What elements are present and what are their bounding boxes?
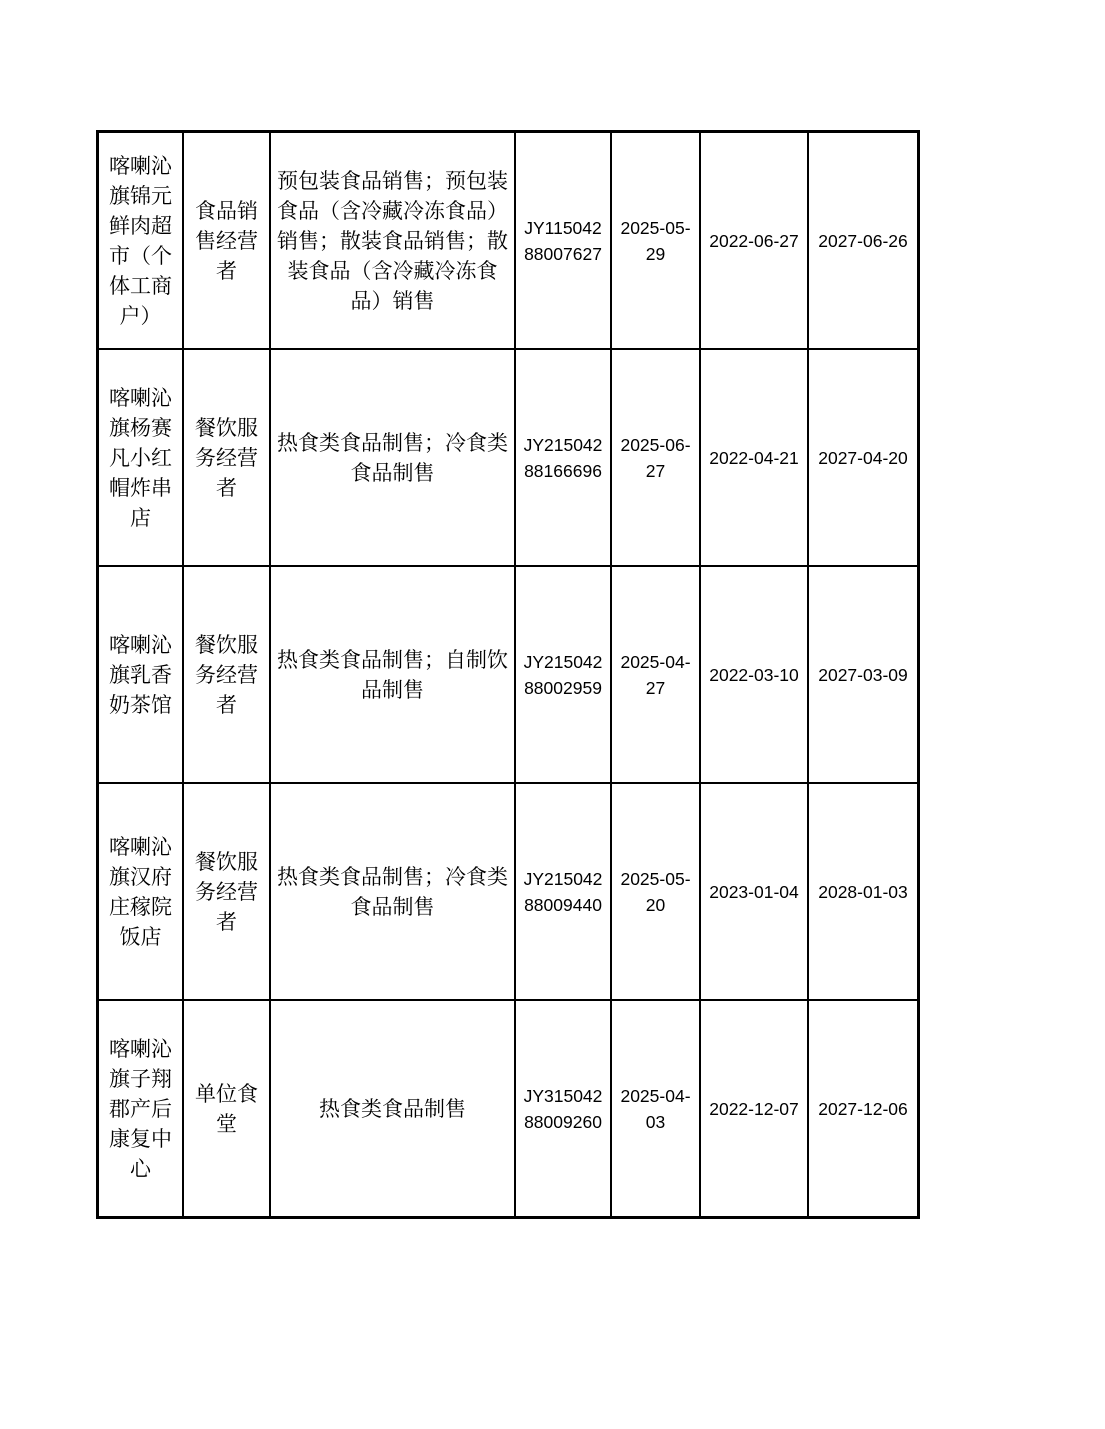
cell-operator-type: 餐饮服务经营者 — [183, 566, 270, 783]
cell-publish-date: 2025-05-20 — [611, 783, 700, 1000]
license-table-container — [96, 130, 920, 1219]
table-row — [98, 783, 918, 1000]
cell-license-number: JY21504288009440 — [515, 783, 611, 1000]
cell-license-number: JY11504288007627 — [515, 132, 611, 349]
cell-issue-date: 2022-03-10 — [700, 566, 808, 783]
cell-license-number: JY31504288009260 — [515, 1000, 611, 1217]
cell-issue-date: 2023-01-04 — [700, 783, 808, 1000]
cell-business-scope: 热食类食品制售；冷食类食品制售 — [270, 349, 515, 566]
cell-publish-date: 2025-04-03 — [611, 1000, 700, 1217]
cell-business-scope: 热食类食品制售 — [270, 1000, 515, 1217]
cell-issue-date: 2022-04-21 — [700, 349, 808, 566]
cell-business-name: 喀喇沁旗杨赛凡小红帽炸串店 — [98, 349, 183, 566]
table-row — [98, 1000, 918, 1217]
cell-operator-type: 餐饮服务经营者 — [183, 783, 270, 1000]
table-row — [98, 349, 918, 566]
cell-expiry-date: 2027-06-26 — [808, 132, 918, 349]
cell-publish-date: 2025-06-27 — [611, 349, 700, 566]
cell-publish-date: 2025-04-27 — [611, 566, 700, 783]
cell-expiry-date: 2027-04-20 — [808, 349, 918, 566]
table-row — [98, 132, 918, 349]
cell-license-number: JY21504288002959 — [515, 566, 611, 783]
cell-business-name: 喀喇沁旗汉府庄稼院饭店 — [98, 783, 183, 1000]
cell-issue-date: 2022-06-27 — [700, 132, 808, 349]
license-table — [98, 132, 918, 1217]
cell-business-scope: 预包装食品销售；预包装食品（含冷藏冷冻食品）销售；散装食品销售；散装食品（含冷藏冷冻食品）销售 — [270, 132, 515, 349]
cell-expiry-date: 2028-01-03 — [808, 783, 918, 1000]
cell-publish-date: 2025-05-29 — [611, 132, 700, 349]
cell-expiry-date: 2027-12-06 — [808, 1000, 918, 1217]
table-row — [98, 566, 918, 783]
cell-business-name: 喀喇沁旗子翔郡产后康复中心 — [98, 1000, 183, 1217]
cell-operator-type: 单位食堂 — [183, 1000, 270, 1217]
cell-expiry-date: 2027-03-09 — [808, 566, 918, 783]
cell-license-number: JY21504288166696 — [515, 349, 611, 566]
cell-business-name: 喀喇沁旗锦元鲜肉超市（个体工商户） — [98, 132, 183, 349]
cell-business-name: 喀喇沁旗乳香奶茶馆 — [98, 566, 183, 783]
cell-business-scope: 热食类食品制售；冷食类食品制售 — [270, 783, 515, 1000]
cell-business-scope: 热食类食品制售；自制饮品制售 — [270, 566, 515, 783]
cell-operator-type: 餐饮服务经营者 — [183, 349, 270, 566]
cell-issue-date: 2022-12-07 — [700, 1000, 808, 1217]
cell-operator-type: 食品销售经营者 — [183, 132, 270, 349]
